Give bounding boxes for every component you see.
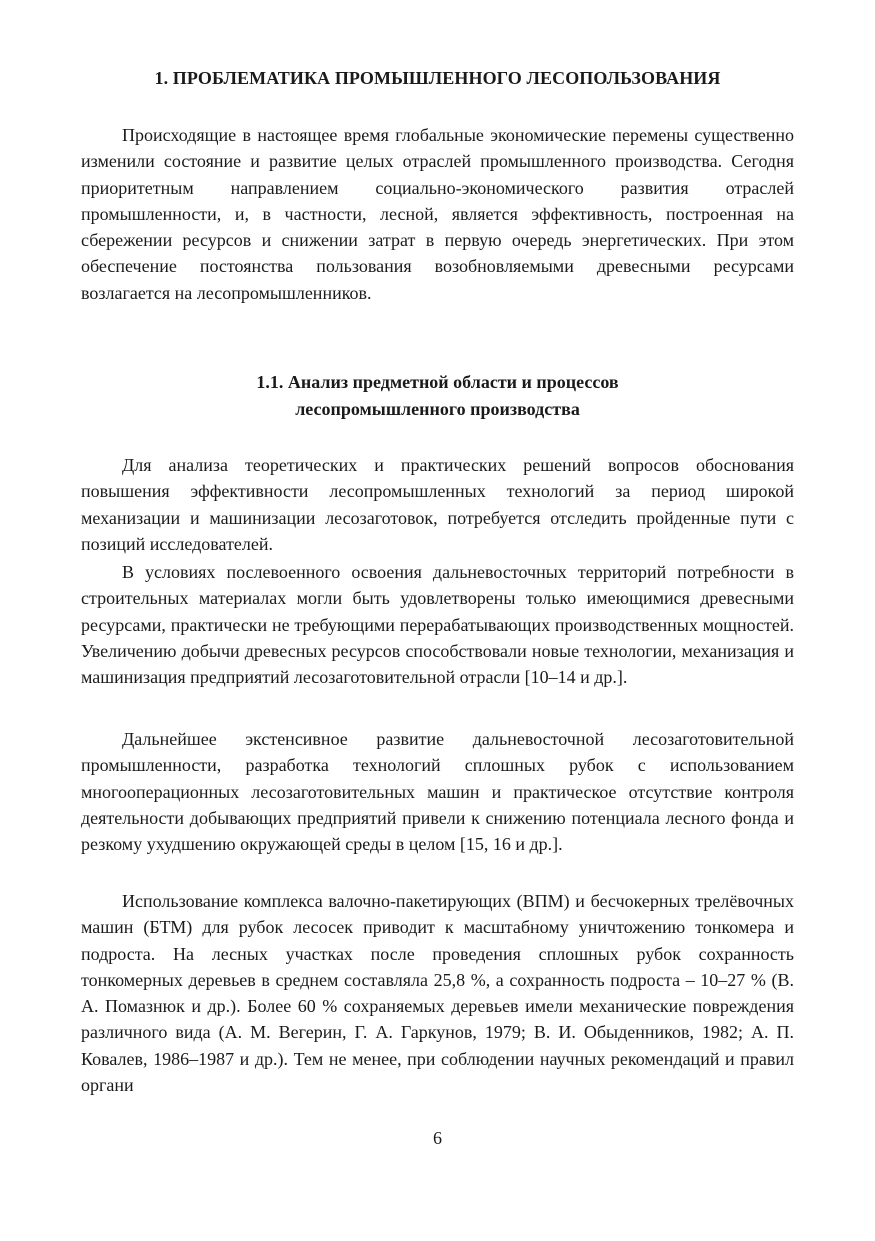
section-title (81, 369, 794, 422)
chapter-intro-paragraph: Происходящие в настоящее время глобальные экономические перемены существенно изменили состояние и развитие целых отраслей промышленного производства. Сегодня приоритетным направлением социально-экономического развития отраслей промышленности, и, в частности, лесной, является эффективность, построенная на сбережении ресурсов и снижении затрат в первую очередь энергетических. При этом обеспечение постоянства пользования возобновляемыми древесными ресурсами возлагается на лесопромышленников. (81, 125, 794, 303)
section-paragraph-1: Для анализа теоретических и практических решений вопросов обоснования повышения эффективности лесопромышленных технологий за период широкой механизации и машинизации лесозаготовок, потребуется отследить пройденные пути с позиций исследователей. (81, 455, 794, 554)
chapter-title: 1. ПРОБЛЕМАТИКА ПРОМЫШЛЕННОГО ЛЕСОПОЛЬЗОВАНИЯ (154, 68, 721, 88)
section-title-line-2: лесопромышленного производства (295, 398, 580, 419)
section-paragraph-3: Дальнейшее экстенсивное развитие дальневосточной лесозаготовительной промышленности, разработка технологий сплошных рубок с использованием многооперационных лесозаготовительных машин и практическое отсутствие контроля деятельности добывающих предприятий привели к снижению потенциала лесного фонда и резкому ухудшению окружающей среды в целом [15, 16 и др.]. (81, 729, 794, 855)
section-title-line-1: 1.1. Анализ предметной области и процессов (256, 372, 619, 392)
section-paragraph-2: В условиях послевоенного освоения дальневосточных территорий потребности в строительных материалах могли быть удовлетворены только имеющимися древесными ресурсами, практически не требующими перерабатывающих производственных мощностей. Увеличению добычи древесных ресурсов способствовали новые технологии, механизация и машинизация предприятий лесозаготовительной отрасли [10–14 и др.]. (81, 562, 794, 688)
section-paragraph-4: Использование комплекса валочно-пакетирующих (ВПМ) и бесчокерных трелёвочных машин (БТМ) для рубок лесосек приводит к масштабному уничтожению тонкомера и подроста. На лесных участках после проведения сплошных рубок сохранность тонкомерных деревьев в среднем составляла 25,8 %, а сохранность подроста – 10–27 % (В. А. Помазнюк и др.). Более 60 % сохраняемых деревьев имели механические повреждения различного вида (А. М. Вегерин, Г. А. Гаркунов, 1979; В. И. Обыденников, 1982; А. П. Ковалев, 1986–1987 и др.). Тем не менее, при соблюдении научных рекомендаций и правил органи (81, 891, 794, 1096)
page-number: 6 (433, 1128, 442, 1148)
